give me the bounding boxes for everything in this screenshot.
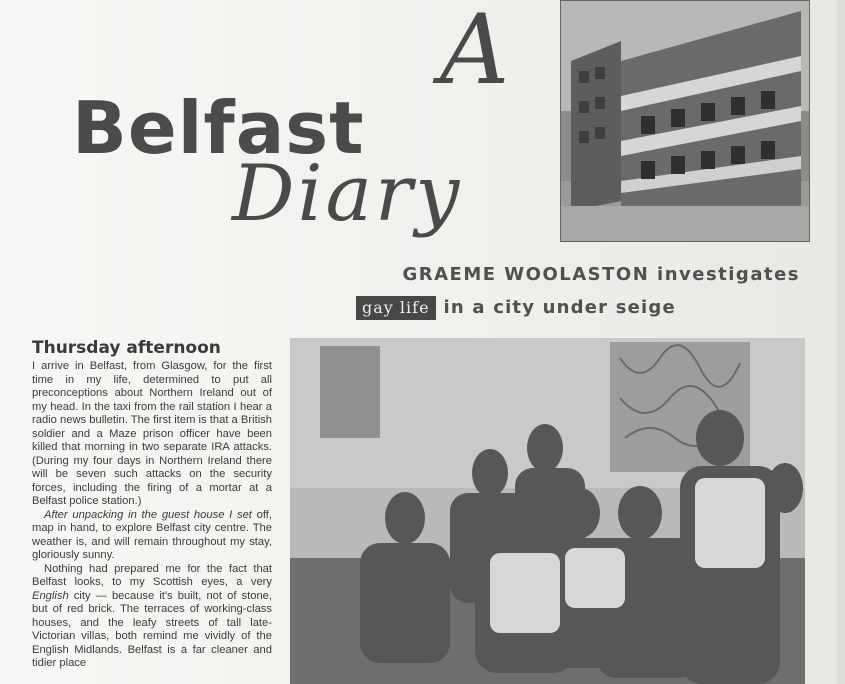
byline-subtitle-rest: in a city under seige	[443, 297, 676, 318]
housing-estate-photo	[560, 0, 810, 242]
article-text: city — because it's built, not of stone, but of red brick. The terraces of working-class houses, and the leafy streets of tall late-Victorian villas, both remind me vividly of the English Midlands. Belfast is a far cleaner and tidier place	[32, 589, 272, 669]
article-paragraph	[32, 563, 272, 671]
byline-subtitle	[356, 296, 802, 320]
article-text: Nothing had prepared me for the fact that Belfast looks, to my Scottish eyes, a very	[32, 562, 272, 588]
article-paragraph: I arrive in Belfast, from Glasgow, for the first time in my life, determined to put all preconceptions about Northern Ireland out of my head. In the taxi from the rail station I hear a radio news bulletin. The first item is that a British soldier and a Maze prison officer have been killed that morning in two separate IRA attacks. (During my four days in Northern Ireland there will be seven such attacks on the security forces, including the firing of a mortar at a Belfast police station.)	[32, 360, 272, 507]
page-edge	[837, 0, 845, 684]
article-heading: Thursday afternoon	[32, 338, 221, 358]
article-body	[32, 360, 272, 684]
housing-estate-illustration	[561, 1, 809, 241]
headline-diary: Diary	[232, 149, 463, 239]
headline-a: A	[440, 0, 510, 106]
article-text: off, map in hand, to explore Belfast city centre. The weather is, and will remain throughout my stay, gloriously sunny.	[32, 508, 272, 561]
group-photo-illustration	[290, 338, 805, 684]
gay-life-tag: gay life	[356, 296, 436, 320]
article-paragraph	[32, 509, 272, 563]
byline-author: GRAEME WOOLASTON investigates	[402, 264, 800, 285]
group-photo	[290, 338, 805, 684]
article-italic: English	[32, 589, 69, 602]
headline-belfast: Belfast	[72, 86, 365, 170]
article-italic: After unpacking in the guest house I set	[44, 508, 252, 521]
